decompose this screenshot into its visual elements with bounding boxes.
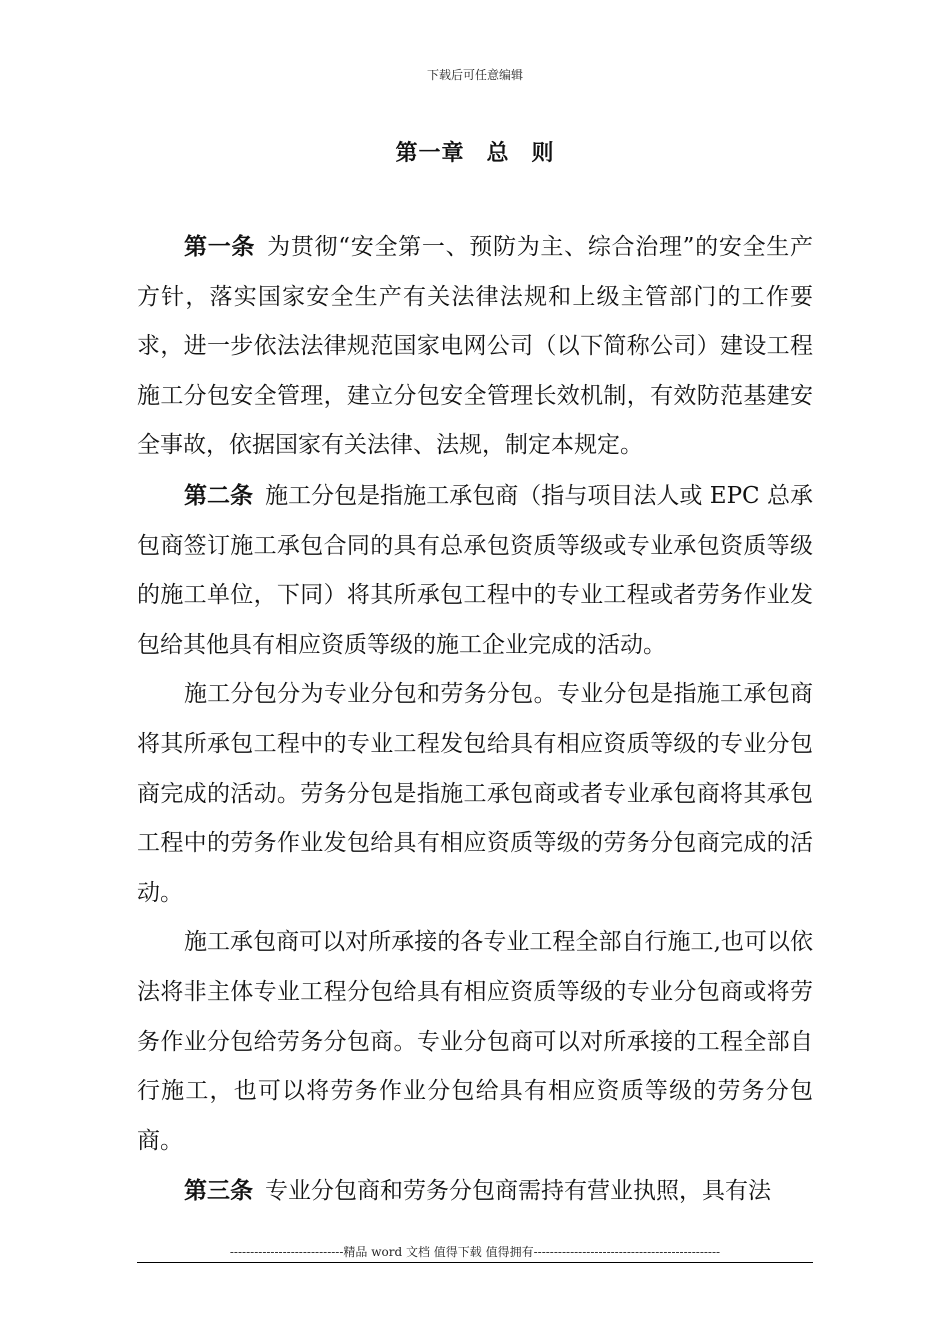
body-paragraph	[137, 918, 813, 1166]
chapter-word-1: 总	[486, 140, 510, 166]
body-paragraph	[137, 670, 813, 918]
footer-divider	[137, 1262, 813, 1263]
page-header: 下载后可任意编辑	[426, 68, 523, 82]
article-paragraph	[137, 1166, 813, 1217]
article-label: 第一条	[184, 233, 256, 260]
chapter-number: 第一章	[395, 140, 465, 166]
chapter-word-2: 则	[531, 140, 555, 166]
article-label: 第三条	[184, 1177, 253, 1205]
article-paragraph	[137, 471, 813, 670]
paragraph-text: 施工承包商可以对所承接的各专业工程全部自行施工,也可以依法将非主体专业工程分包给具有相应资质等级的专业分包商或将劳务作业分包给劳务分包商。专业分包商可以对所承接的工程全部自行施工，也可以将劳务作业分包给具有相应资质等级的劳务分包商。	[137, 929, 813, 1154]
article-paragraph	[137, 222, 813, 471]
article-label: 第二条	[184, 481, 254, 509]
paragraph-text: 专业分包商和劳务分包商需持有营业执照，具有法	[265, 1178, 771, 1205]
page-footer: ----------------------------精品 word 文档 值得下载 值得拥有----------------------------------------------	[229, 1245, 721, 1259]
document-body	[137, 222, 813, 1217]
chapter-title	[0, 136, 950, 167]
paragraph-text: 施工分包是指施工承包商（指与项目法人或 EPC 总承包商签订施工承包合同的具有总承包资质等级或专业承包资质等级的施工单位，下同）将其所承包工程中的专业工程或者劳务作业发包给其他具有相应资质等级的施工企业完成的活动。	[137, 482, 813, 658]
paragraph-text: 施工分包分为专业分包和劳务分包。专业分包是指施工承包商将其所承包工程中的专业工程发包给具有相应资质等级的专业分包商完成的活动。劳务分包是指施工承包商或者专业承包商将其承包工程中的劳务作业发包给具有相应资质等级的劳务分包商完成的活动。	[137, 681, 813, 906]
paragraph-text: 为贯彻“安全第一、预防为主、综合治理”的安全生产方针，落实国家安全生产有关法律法规和上级主管部门的工作要求，进一步依法法律规范国家电网公司（以下简称公司）建设工程施工分包安全管理，建立分包安全管理长效机制，有效防范基建安全事故，依据国家有关法律、法规，制定本规定。	[137, 234, 813, 459]
